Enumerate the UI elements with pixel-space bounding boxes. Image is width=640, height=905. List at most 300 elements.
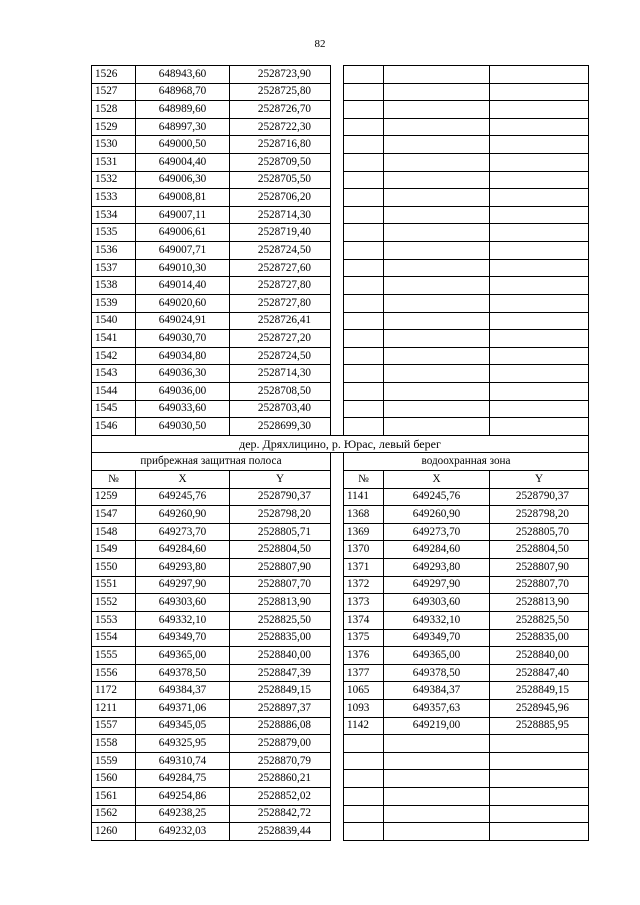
x-coordinate-cell: 649284,60 — [384, 541, 490, 559]
y-coordinate-cell: 2528807,90 — [490, 559, 589, 577]
table-row — [92, 594, 589, 612]
empty-cell — [344, 118, 384, 136]
table-row — [92, 118, 589, 136]
empty-cell — [490, 277, 589, 295]
point-number-cell: 1376 — [344, 647, 384, 665]
column-gap — [331, 682, 344, 700]
table-row — [92, 717, 589, 735]
column-gap — [331, 594, 344, 612]
x-coordinate-cell: 649349,70 — [136, 629, 230, 647]
y-coordinate-cell: 2528849,15 — [230, 682, 331, 700]
y-coordinate-cell: 2528847,39 — [230, 664, 331, 682]
empty-cell — [384, 136, 490, 154]
column-gap — [331, 471, 344, 489]
x-coordinate-cell: 649303,60 — [384, 594, 490, 612]
point-number-cell: 1551 — [92, 576, 136, 594]
column-gap — [331, 418, 344, 436]
y-coordinate-cell: 2528870,79 — [230, 752, 331, 770]
point-number-cell: 1557 — [92, 717, 136, 735]
empty-cell — [384, 189, 490, 207]
x-coordinate-cell: 649010,30 — [136, 259, 230, 277]
point-number-cell: 1547 — [92, 506, 136, 524]
coordinates-table — [91, 65, 589, 841]
table-row — [92, 506, 589, 524]
empty-cell — [384, 259, 490, 277]
empty-cell — [490, 136, 589, 154]
empty-cell — [384, 330, 490, 348]
table-row — [92, 277, 589, 295]
x-coordinate-cell: 649384,37 — [136, 682, 230, 700]
x-coordinate-cell: 649238,25 — [136, 805, 230, 823]
x-coordinate-cell: 649332,10 — [136, 611, 230, 629]
y-coordinate-cell: 2528805,71 — [230, 523, 331, 541]
empty-cell — [344, 735, 384, 753]
y-coordinate-cell: 2528807,90 — [230, 559, 331, 577]
point-number-cell: 1555 — [92, 647, 136, 665]
x-coordinate-cell: 649014,40 — [136, 277, 230, 295]
empty-cell — [384, 752, 490, 770]
section-title-row — [92, 435, 589, 453]
column-header-number: № — [344, 471, 384, 489]
table-row — [92, 523, 589, 541]
x-coordinate-cell: 649000,50 — [136, 136, 230, 154]
y-coordinate-cell: 2528699,30 — [230, 418, 331, 436]
column-gap — [331, 66, 344, 84]
y-coordinate-cell: 2528708,50 — [230, 382, 331, 400]
column-gap — [331, 506, 344, 524]
x-coordinate-cell: 649004,40 — [136, 154, 230, 172]
point-number-cell: 1259 — [92, 488, 136, 506]
point-number-cell: 1561 — [92, 787, 136, 805]
table-row — [92, 611, 589, 629]
empty-cell — [490, 259, 589, 277]
column-header-y: Y — [230, 471, 331, 489]
empty-cell — [344, 382, 384, 400]
column-gap — [331, 559, 344, 577]
left-zone-heading: прибрежная защитная полоса — [92, 453, 331, 471]
column-gap — [331, 453, 344, 471]
y-coordinate-cell: 2528885,95 — [490, 717, 589, 735]
empty-cell — [384, 823, 490, 841]
table-row — [92, 66, 589, 84]
table-row — [92, 382, 589, 400]
x-coordinate-cell: 649365,00 — [384, 647, 490, 665]
y-coordinate-cell: 2528727,20 — [230, 330, 331, 348]
point-number-cell: 1532 — [92, 171, 136, 189]
table-row — [92, 576, 589, 594]
point-number-cell: 1375 — [344, 629, 384, 647]
y-coordinate-cell: 2528722,30 — [230, 118, 331, 136]
x-coordinate-cell: 649357,63 — [384, 699, 490, 717]
empty-cell — [344, 365, 384, 383]
y-coordinate-cell: 2528726,70 — [230, 101, 331, 119]
empty-cell — [344, 224, 384, 242]
point-number-cell: 1535 — [92, 224, 136, 242]
point-number-cell: 1542 — [92, 347, 136, 365]
y-coordinate-cell: 2528790,37 — [230, 488, 331, 506]
column-gap — [331, 382, 344, 400]
y-coordinate-cell: 2528842,72 — [230, 805, 331, 823]
point-number-cell: 1142 — [344, 717, 384, 735]
y-coordinate-cell: 2528813,90 — [230, 594, 331, 612]
column-gap — [331, 576, 344, 594]
point-number-cell: 1556 — [92, 664, 136, 682]
y-coordinate-cell: 2528790,37 — [490, 488, 589, 506]
column-gap — [331, 541, 344, 559]
table-row — [92, 347, 589, 365]
x-coordinate-cell: 649297,90 — [136, 576, 230, 594]
y-coordinate-cell: 2528714,30 — [230, 365, 331, 383]
x-coordinate-cell: 649033,60 — [136, 400, 230, 418]
x-coordinate-cell: 649020,60 — [136, 294, 230, 312]
column-gap — [331, 823, 344, 841]
x-coordinate-cell: 649293,80 — [136, 559, 230, 577]
point-number-cell: 1538 — [92, 277, 136, 295]
column-gap — [331, 312, 344, 330]
empty-cell — [344, 83, 384, 101]
y-coordinate-cell: 2528798,20 — [230, 506, 331, 524]
column-gap — [331, 347, 344, 365]
y-coordinate-cell: 2528825,50 — [230, 611, 331, 629]
y-coordinate-cell: 2528805,70 — [490, 523, 589, 541]
empty-cell — [384, 277, 490, 295]
y-coordinate-cell: 2528725,80 — [230, 83, 331, 101]
column-gap — [331, 189, 344, 207]
x-coordinate-cell: 649030,50 — [136, 418, 230, 436]
y-coordinate-cell: 2528723,90 — [230, 66, 331, 84]
y-coordinate-cell: 2528849,15 — [490, 682, 589, 700]
table-row — [92, 171, 589, 189]
empty-cell — [344, 418, 384, 436]
table-row — [92, 312, 589, 330]
empty-cell — [344, 101, 384, 119]
x-coordinate-cell: 649303,60 — [136, 594, 230, 612]
point-number-cell: 1533 — [92, 189, 136, 207]
x-coordinate-cell: 649245,76 — [384, 488, 490, 506]
point-number-cell: 1371 — [344, 559, 384, 577]
column-gap — [331, 752, 344, 770]
column-gap — [331, 611, 344, 629]
empty-cell — [384, 83, 490, 101]
x-coordinate-cell: 649325,95 — [136, 735, 230, 753]
table-row — [92, 541, 589, 559]
y-coordinate-cell: 2528727,60 — [230, 259, 331, 277]
column-header-y: Y — [490, 471, 589, 489]
empty-cell — [490, 224, 589, 242]
x-coordinate-cell: 649007,71 — [136, 242, 230, 260]
point-number-cell: 1546 — [92, 418, 136, 436]
empty-cell — [344, 347, 384, 365]
y-coordinate-cell: 2528886,08 — [230, 717, 331, 735]
empty-cell — [344, 242, 384, 260]
column-header-row — [92, 471, 589, 489]
x-coordinate-cell: 649034,80 — [136, 347, 230, 365]
table-row — [92, 259, 589, 277]
empty-cell — [384, 101, 490, 119]
column-gap — [331, 664, 344, 682]
x-coordinate-cell: 649293,80 — [384, 559, 490, 577]
table-row — [92, 242, 589, 260]
section-title: дер. Дряхлицино, р. Юрас, левый берег — [92, 435, 589, 453]
x-coordinate-cell: 649030,70 — [136, 330, 230, 348]
point-number-cell: 1065 — [344, 682, 384, 700]
x-coordinate-cell: 649006,61 — [136, 224, 230, 242]
table-row — [92, 206, 589, 224]
point-number-cell: 1528 — [92, 101, 136, 119]
column-header-number: № — [92, 471, 136, 489]
empty-cell — [490, 330, 589, 348]
column-gap — [331, 171, 344, 189]
empty-cell — [490, 418, 589, 436]
point-number-cell: 1530 — [92, 136, 136, 154]
x-coordinate-cell: 649345,05 — [136, 717, 230, 735]
column-gap — [331, 365, 344, 383]
empty-cell — [384, 382, 490, 400]
x-coordinate-cell: 649365,00 — [136, 647, 230, 665]
empty-cell — [384, 154, 490, 172]
x-coordinate-cell: 649254,86 — [136, 787, 230, 805]
point-number-cell: 1377 — [344, 664, 384, 682]
point-number-cell: 1558 — [92, 735, 136, 753]
column-gap — [331, 277, 344, 295]
x-coordinate-cell: 649007,11 — [136, 206, 230, 224]
point-number-cell: 1526 — [92, 66, 136, 84]
point-number-cell: 1369 — [344, 523, 384, 541]
empty-cell — [490, 752, 589, 770]
column-header-x: X — [136, 471, 230, 489]
y-coordinate-cell: 2528703,40 — [230, 400, 331, 418]
empty-cell — [490, 805, 589, 823]
column-gap — [331, 735, 344, 753]
x-coordinate-cell: 648968,70 — [136, 83, 230, 101]
point-number-cell: 1374 — [344, 611, 384, 629]
y-coordinate-cell: 2528724,50 — [230, 347, 331, 365]
point-number-cell: 1537 — [92, 259, 136, 277]
point-number-cell: 1368 — [344, 506, 384, 524]
point-number-cell: 1548 — [92, 523, 136, 541]
empty-cell — [384, 805, 490, 823]
y-coordinate-cell: 2528945,96 — [490, 699, 589, 717]
table-row — [92, 224, 589, 242]
y-coordinate-cell: 2528705,50 — [230, 171, 331, 189]
point-number-cell: 1141 — [344, 488, 384, 506]
x-coordinate-cell: 649219,00 — [384, 717, 490, 735]
empty-cell — [384, 787, 490, 805]
point-number-cell: 1549 — [92, 541, 136, 559]
empty-cell — [344, 171, 384, 189]
x-coordinate-cell: 649036,00 — [136, 382, 230, 400]
table-row — [92, 189, 589, 207]
empty-cell — [344, 189, 384, 207]
empty-cell — [490, 118, 589, 136]
column-gap — [331, 101, 344, 119]
empty-cell — [344, 66, 384, 84]
x-coordinate-cell: 649273,70 — [136, 523, 230, 541]
empty-cell — [490, 365, 589, 383]
x-coordinate-cell: 649297,90 — [384, 576, 490, 594]
table-row — [92, 136, 589, 154]
table-row — [92, 823, 589, 841]
empty-cell — [384, 224, 490, 242]
x-coordinate-cell: 649284,60 — [136, 541, 230, 559]
y-coordinate-cell: 2528714,30 — [230, 206, 331, 224]
table-row — [92, 752, 589, 770]
empty-cell — [384, 294, 490, 312]
column-gap — [331, 242, 344, 260]
empty-cell — [490, 347, 589, 365]
empty-cell — [490, 242, 589, 260]
table-row — [92, 559, 589, 577]
empty-cell — [490, 154, 589, 172]
point-number-cell: 1373 — [344, 594, 384, 612]
empty-cell — [490, 83, 589, 101]
y-coordinate-cell: 2528839,44 — [230, 823, 331, 841]
column-gap — [331, 118, 344, 136]
point-number-cell: 1552 — [92, 594, 136, 612]
table-row — [92, 787, 589, 805]
y-coordinate-cell: 2528727,80 — [230, 277, 331, 295]
table-row — [92, 294, 589, 312]
point-number-cell: 1539 — [92, 294, 136, 312]
y-coordinate-cell: 2528727,80 — [230, 294, 331, 312]
empty-cell — [344, 752, 384, 770]
y-coordinate-cell: 2528813,90 — [490, 594, 589, 612]
x-coordinate-cell: 649232,03 — [136, 823, 230, 841]
empty-cell — [384, 171, 490, 189]
empty-cell — [384, 418, 490, 436]
x-coordinate-cell: 649260,90 — [136, 506, 230, 524]
column-gap — [331, 805, 344, 823]
point-number-cell: 1543 — [92, 365, 136, 383]
column-gap — [331, 647, 344, 665]
point-number-cell: 1541 — [92, 330, 136, 348]
table-row — [92, 400, 589, 418]
empty-cell — [344, 787, 384, 805]
point-number-cell: 1260 — [92, 823, 136, 841]
point-number-cell: 1540 — [92, 312, 136, 330]
x-coordinate-cell: 648943,60 — [136, 66, 230, 84]
column-gap — [331, 154, 344, 172]
y-coordinate-cell: 2528724,50 — [230, 242, 331, 260]
x-coordinate-cell: 649349,70 — [384, 629, 490, 647]
x-coordinate-cell: 649384,37 — [384, 682, 490, 700]
column-gap — [331, 699, 344, 717]
y-coordinate-cell: 2528897,37 — [230, 699, 331, 717]
point-number-cell: 1527 — [92, 83, 136, 101]
empty-cell — [344, 805, 384, 823]
empty-cell — [490, 400, 589, 418]
y-coordinate-cell: 2528716,80 — [230, 136, 331, 154]
y-coordinate-cell: 2528807,70 — [230, 576, 331, 594]
zone-headings-row — [92, 453, 589, 471]
empty-cell — [344, 259, 384, 277]
empty-cell — [490, 294, 589, 312]
page-number: 82 — [314, 38, 326, 50]
y-coordinate-cell: 2528719,40 — [230, 224, 331, 242]
column-header-x: X — [384, 471, 490, 489]
table-row — [92, 647, 589, 665]
table-row — [92, 805, 589, 823]
empty-cell — [384, 770, 490, 788]
column-gap — [331, 770, 344, 788]
column-gap — [331, 294, 344, 312]
y-coordinate-cell: 2528825,50 — [490, 611, 589, 629]
empty-cell — [490, 66, 589, 84]
right-zone-heading: водоохранная зона — [344, 453, 589, 471]
empty-cell — [490, 189, 589, 207]
point-number-cell: 1529 — [92, 118, 136, 136]
x-coordinate-cell: 649008,81 — [136, 189, 230, 207]
point-number-cell: 1536 — [92, 242, 136, 260]
empty-cell — [344, 277, 384, 295]
y-coordinate-cell: 2528804,50 — [230, 541, 331, 559]
x-coordinate-cell: 649245,76 — [136, 488, 230, 506]
x-coordinate-cell: 649273,70 — [384, 523, 490, 541]
y-coordinate-cell: 2528840,00 — [230, 647, 331, 665]
x-coordinate-cell: 649284,75 — [136, 770, 230, 788]
point-number-cell: 1372 — [344, 576, 384, 594]
empty-cell — [490, 823, 589, 841]
x-coordinate-cell: 648989,60 — [136, 101, 230, 119]
empty-cell — [344, 294, 384, 312]
x-coordinate-cell: 649260,90 — [384, 506, 490, 524]
x-coordinate-cell: 649378,50 — [136, 664, 230, 682]
point-number-cell: 1172 — [92, 682, 136, 700]
empty-cell — [344, 136, 384, 154]
empty-cell — [344, 154, 384, 172]
empty-cell — [384, 735, 490, 753]
empty-cell — [490, 312, 589, 330]
table-row — [92, 664, 589, 682]
x-coordinate-cell: 649332,10 — [384, 611, 490, 629]
y-coordinate-cell: 2528835,00 — [230, 629, 331, 647]
empty-cell — [490, 101, 589, 119]
table-row — [92, 101, 589, 119]
table-row — [92, 699, 589, 717]
empty-cell — [384, 400, 490, 418]
empty-cell — [490, 206, 589, 224]
column-gap — [331, 488, 344, 506]
table-row — [92, 488, 589, 506]
table-row — [92, 770, 589, 788]
column-gap — [331, 83, 344, 101]
column-gap — [331, 629, 344, 647]
point-number-cell: 1211 — [92, 699, 136, 717]
empty-cell — [490, 171, 589, 189]
empty-cell — [344, 330, 384, 348]
column-gap — [331, 523, 344, 541]
x-coordinate-cell: 649036,30 — [136, 365, 230, 383]
column-gap — [331, 787, 344, 805]
column-gap — [331, 224, 344, 242]
empty-cell — [384, 118, 490, 136]
y-coordinate-cell: 2528840,00 — [490, 647, 589, 665]
y-coordinate-cell: 2528709,50 — [230, 154, 331, 172]
y-coordinate-cell: 2528798,20 — [490, 506, 589, 524]
empty-cell — [384, 242, 490, 260]
point-number-cell: 1534 — [92, 206, 136, 224]
point-number-cell: 1531 — [92, 154, 136, 172]
table-row — [92, 83, 589, 101]
column-gap — [331, 400, 344, 418]
empty-cell — [490, 735, 589, 753]
table-row — [92, 682, 589, 700]
x-coordinate-cell: 649310,74 — [136, 752, 230, 770]
x-coordinate-cell: 649378,50 — [384, 664, 490, 682]
point-number-cell: 1562 — [92, 805, 136, 823]
empty-cell — [344, 312, 384, 330]
y-coordinate-cell: 2528860,21 — [230, 770, 331, 788]
